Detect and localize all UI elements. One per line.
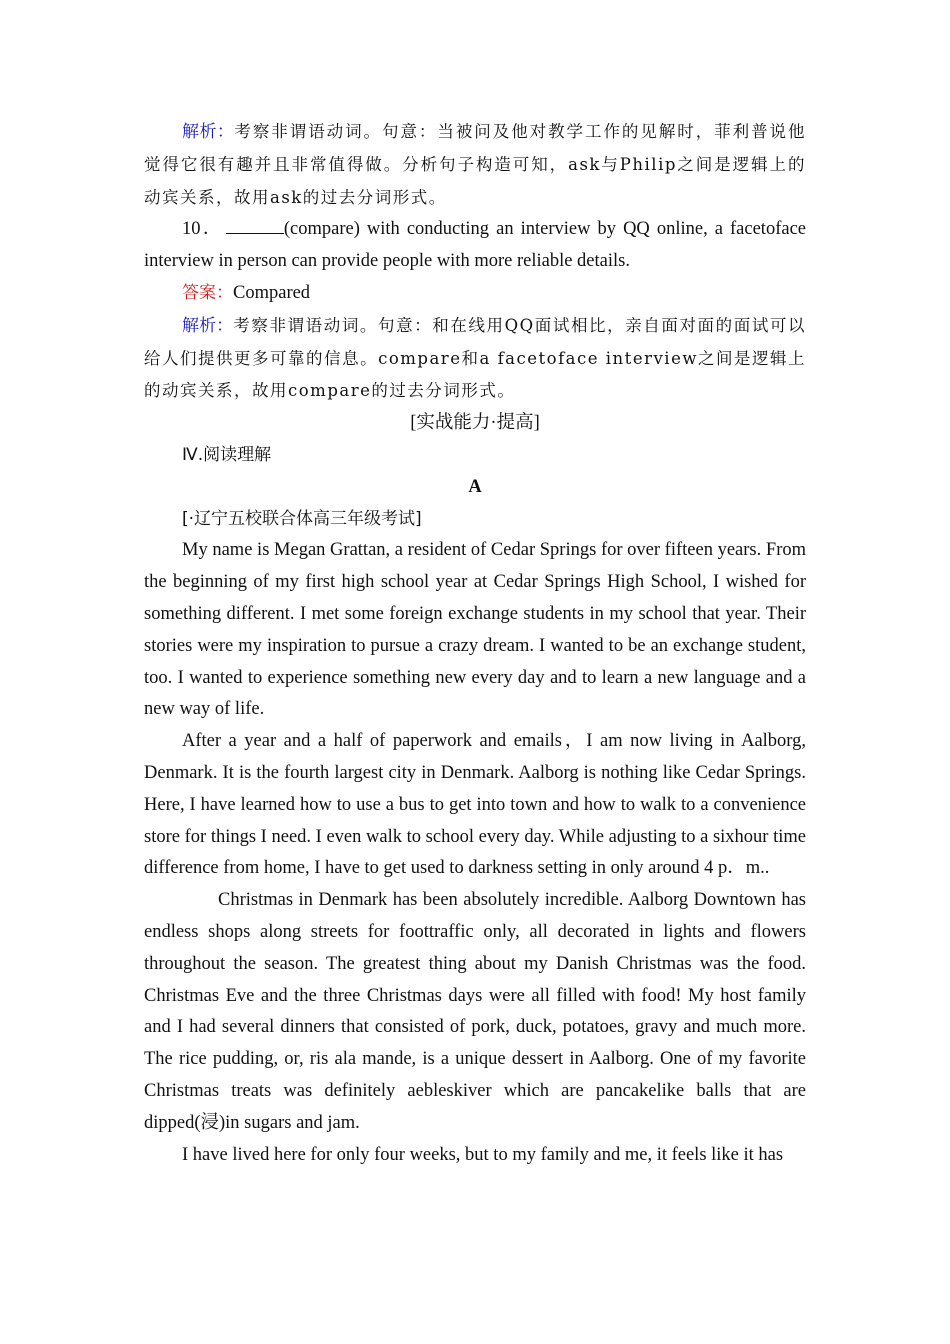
- document-page: [144, 116, 806, 1171]
- question-text: (compare) with conducting an interview by QQ online, a facetoface interview in person can provide people with more reliable details.: [144, 219, 806, 272]
- answer-label: 答案：: [182, 282, 233, 303]
- question-number: 10．: [182, 219, 224, 240]
- passage-source: [·辽宁五校联合体高三年级考试]: [182, 508, 422, 529]
- passage-paragraph: Christmas in Denmark has been absolutely incredible. Aalborg Downtown has endless shops along streets for foottraffic only, all decorated in lights and flowers throughout the season. The greatest thing about my Danish Christmas was the food. Christmas Eve and the three Christmas days were all filled with food! My host family and I had several dinners that consisted of pork, duck, potatoes, gravy and much more. The rice pudding, or, ris ala mande, is a unique dessert in Aalborg. One of my favorite Christmas treats was definitely aebleskiver which are pancakelike balls that are dipped(浸)in sugars and jam.: [144, 890, 806, 1133]
- answer-blank: [226, 232, 284, 234]
- passage-paragraph: I have lived here for only four weeks, but to my family and me, it feels like it has: [182, 1144, 784, 1165]
- q10-answer: [144, 278, 806, 310]
- passage-paragraph: My name is Megan Grattan, a resident of Cedar Springs for over fifteen years. From the beginning of my first high school year at Cedar Springs High School, I wished for something different. I met some foreign exchange students in my school that year. Their stories were my inspiration to pursue a crazy dream. I wanted to be an exchange student, too. I wanted to experience something new every day and to learn a new language and a new way of life.: [144, 540, 806, 720]
- passage-letter: A: [468, 476, 482, 497]
- part-title: Ⅳ.阅读理解: [182, 444, 272, 465]
- passage-paragraph: After a year and a half of paperwork and emails，I am now living in Aalborg, Denmark. It is the fourth largest city in Denmark. Aalborg is nothing like Cedar Springs. Here, I have learned how to use a bus to get into town and how to walk to a convenience store for things I need. I even walk to school every day. While adjusting to a sixhour time difference from home, I have to get used to darkness setting in only around 4 p．m..: [144, 731, 806, 879]
- question-10: [144, 214, 806, 278]
- analysis-text: 考察非谓语动词。句意：当被问及他对教学工作的见解时，菲利普说他觉得它很有趣并且非常值得做。分析句子构造可知，ask与Philip之间是逻辑上的动宾关系，故用ask的过去分词形式。: [144, 122, 807, 207]
- analysis-label: 解析：: [182, 315, 234, 336]
- analysis-text: 考察非谓语动词。句意：和在线用QQ面试相比，亲自面对面的面试可以给人们提供更多可靠的信息。compare和a facetoface interview之间是逻辑上的动宾关系，故用compare的过去分词形式。: [144, 315, 807, 401]
- answer-text: Compared: [233, 282, 311, 303]
- section-heading: [实战能力·提高]: [410, 413, 540, 434]
- q10-analysis: [144, 310, 806, 408]
- q9-analysis: [144, 116, 806, 214]
- analysis-label: 解析：: [182, 122, 235, 142]
